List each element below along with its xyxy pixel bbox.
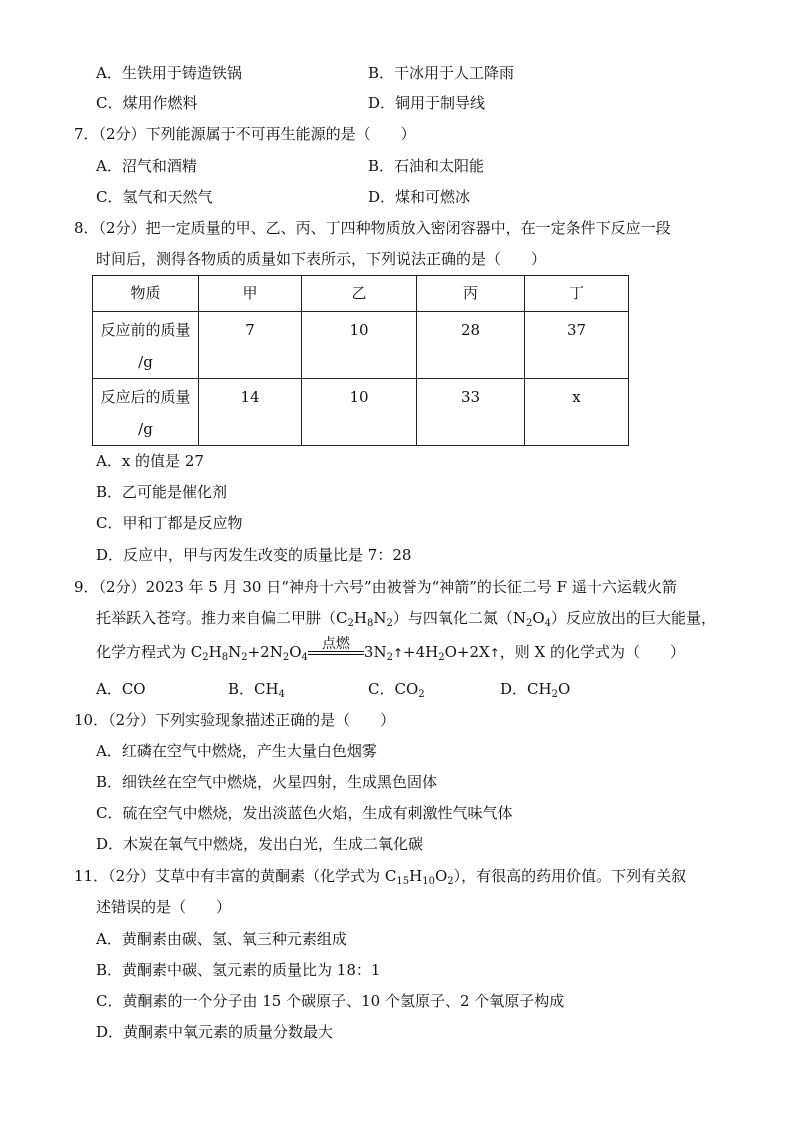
q10-option-d: D．木炭在氧气中燃烧，发出白光，生成二氧化碳 <box>96 835 424 853</box>
q11-text: H <box>409 867 423 885</box>
table-row <box>93 379 629 446</box>
q9-option-c <box>368 679 425 699</box>
q9-option-b <box>228 679 285 699</box>
row-label-unit: /g <box>138 353 153 371</box>
q9-stem-line2 <box>96 608 716 628</box>
q9-text: H <box>353 609 367 627</box>
option-text: C．CO <box>368 680 419 698</box>
subscript: 10 <box>422 876 435 887</box>
q11-stem-line1 <box>74 866 686 886</box>
subscript: 2 <box>386 652 393 663</box>
q8-option-a: A．x 的值是 27 <box>96 452 204 470</box>
subscript: 4 <box>278 689 285 700</box>
table-cell: 7 <box>199 312 302 379</box>
q9-text: +4H <box>403 643 439 661</box>
q10-option-a: A．红磷在空气中燃烧，产生大量白色烟雾 <box>96 742 377 760</box>
q9-text: O+2X <box>444 643 490 661</box>
q7-option-c: C．氢气和天然气 <box>96 188 213 206</box>
q6-option-b: B．干冰用于人工降雨 <box>368 64 515 82</box>
q7-option-a: A．沼气和酒精 <box>96 157 197 175</box>
q8-option-d: D．反应中，甲与丙发生改变的质量比是 7：28 <box>96 546 412 564</box>
table-cell: x <box>525 379 629 446</box>
table-header-cell: 甲 <box>199 276 302 312</box>
q9-text: ，则 X 的化学式为（ ） <box>499 643 685 661</box>
q11-option-b: B．黄酮素中碳、氢元素的质量比为 18：1 <box>96 961 381 979</box>
subscript: 8 <box>221 652 229 663</box>
q10-option-b: B．细铁丝在空气中燃烧，火星四射，生成黑色固体 <box>96 773 438 791</box>
q9-option-a: A．CO <box>96 680 146 698</box>
q9-text: 托举跃入苍穹。推力来自偏二甲肼（C <box>96 609 348 627</box>
q11-option-d: D．黄酮素中氧元素的质量分数最大 <box>96 1023 334 1041</box>
option-text: B．CH <box>228 680 279 698</box>
q9-text: O <box>289 643 302 661</box>
q10-stem: 10．（2分）下列实验现象描述正确的是（ ） <box>74 711 396 729</box>
subscript: 4 <box>301 652 308 663</box>
table-header-row <box>93 276 629 312</box>
q9-text: 化学方程式为 C <box>96 643 203 661</box>
subscript: 2 <box>386 618 393 629</box>
table-header-cell: 乙 <box>302 276 417 312</box>
q7-option-d: D．煤和可燃冰 <box>368 188 471 206</box>
subscript: 8 <box>366 618 374 629</box>
option-text: O <box>557 680 571 698</box>
q6-option-d: D．铜用于制导线 <box>368 94 486 112</box>
q8-stem-line2: 时间后，测得各物质的质量如下表所示，下列说法正确的是（ ） <box>96 250 547 268</box>
q9-text: N <box>228 643 242 661</box>
q9-text: ）与四氧化二氮（N <box>392 609 526 627</box>
q11-stem-line2: 述错误的是（ ） <box>96 898 232 916</box>
subscript: 2 <box>447 876 454 887</box>
q9-stem-line1: 9．（2分）2023 年 5 月 30 日“神舟十六号”由被誉为“神箭”的长征二号 F 遥十六运载火箭 <box>74 578 677 596</box>
table-row-label <box>93 312 199 379</box>
row-label-text: 反应前的质量 <box>100 321 191 339</box>
table-cell: 10 <box>302 379 417 446</box>
subscript: 4 <box>544 618 552 629</box>
subscript: 2 <box>418 689 425 700</box>
q9-text: H <box>208 643 222 661</box>
q9-text: N <box>373 609 387 627</box>
q8-data-table <box>92 275 629 446</box>
q10-option-c: C．硫在空气中燃烧，发出淡蓝色火焰，生成有刺激性气味气体 <box>96 804 513 822</box>
equals-line <box>308 651 364 652</box>
q8-option-b: B．乙可能是催化剂 <box>96 483 228 501</box>
q11-text: O <box>434 867 448 885</box>
q11-option-a: A．黄酮素由碳、氢、氧三种元素组成 <box>96 930 347 948</box>
row-label-unit: /g <box>138 420 153 438</box>
q9-option-d <box>500 679 570 699</box>
subscript: 2 <box>202 652 209 663</box>
gas-arrow-icon: ↑ <box>392 646 404 660</box>
table-header-cell: 丙 <box>417 276 525 312</box>
table-cell: 33 <box>417 379 525 446</box>
q11-text: 11．（2分）艾草中有丰富的黄酮素（化学式为 C <box>74 867 397 885</box>
table-row-label <box>93 379 199 446</box>
q11-option-c: C．黄酮素的一个分子由 15 个碳原子、10 个氢原子、2 个氧原子构成 <box>96 992 565 1010</box>
reaction-condition <box>308 636 364 662</box>
table-cell: 37 <box>525 312 629 379</box>
q8-option-c: C．甲和丁都是反应物 <box>96 514 243 532</box>
subscript: 2 <box>438 652 445 663</box>
subscript: 2 <box>551 689 558 700</box>
table-cell: 10 <box>302 312 417 379</box>
equals-line <box>308 654 364 655</box>
subscript: 15 <box>396 876 410 887</box>
subscript: 2 <box>241 652 248 663</box>
q7-option-b: B．石油和太阳能 <box>368 157 485 175</box>
table-header-cell: 丁 <box>525 276 629 312</box>
row-label-text: 反应后的质量 <box>100 388 191 406</box>
q9-text: O <box>532 609 545 627</box>
table-cell: 14 <box>199 379 302 446</box>
q6-option-c: C．煤用作燃料 <box>96 94 198 112</box>
gas-arrow-icon: ↑ <box>489 646 500 660</box>
q11-text: ），有很高的药用价值。下列有关叙 <box>453 867 687 885</box>
table-header-cell: 物质 <box>93 276 199 312</box>
subscript: 2 <box>525 618 533 629</box>
q7-stem: 7．（2分）下列能源属于不可再生能源的是（ ） <box>74 125 416 143</box>
subscript: 2 <box>347 618 354 629</box>
q9-text: +2N <box>247 643 283 661</box>
q9-equation <box>96 636 685 663</box>
condition-label: 点燃 <box>321 636 350 652</box>
q9-text: ）反应放出的巨大能量， <box>551 609 717 627</box>
q6-option-a: A．生铁用于铸造铁锅 <box>96 64 242 82</box>
option-text: D．CH <box>500 680 552 698</box>
q9-text: 3N <box>363 643 387 661</box>
q8-stem-line1: 8．（2分）把一定质量的甲、乙、丙、丁四种物质放入密闭容器中，在一定条件下反应一段 <box>74 219 671 237</box>
subscript: 2 <box>282 652 290 663</box>
table-row <box>93 312 629 379</box>
table-cell: 28 <box>417 312 525 379</box>
